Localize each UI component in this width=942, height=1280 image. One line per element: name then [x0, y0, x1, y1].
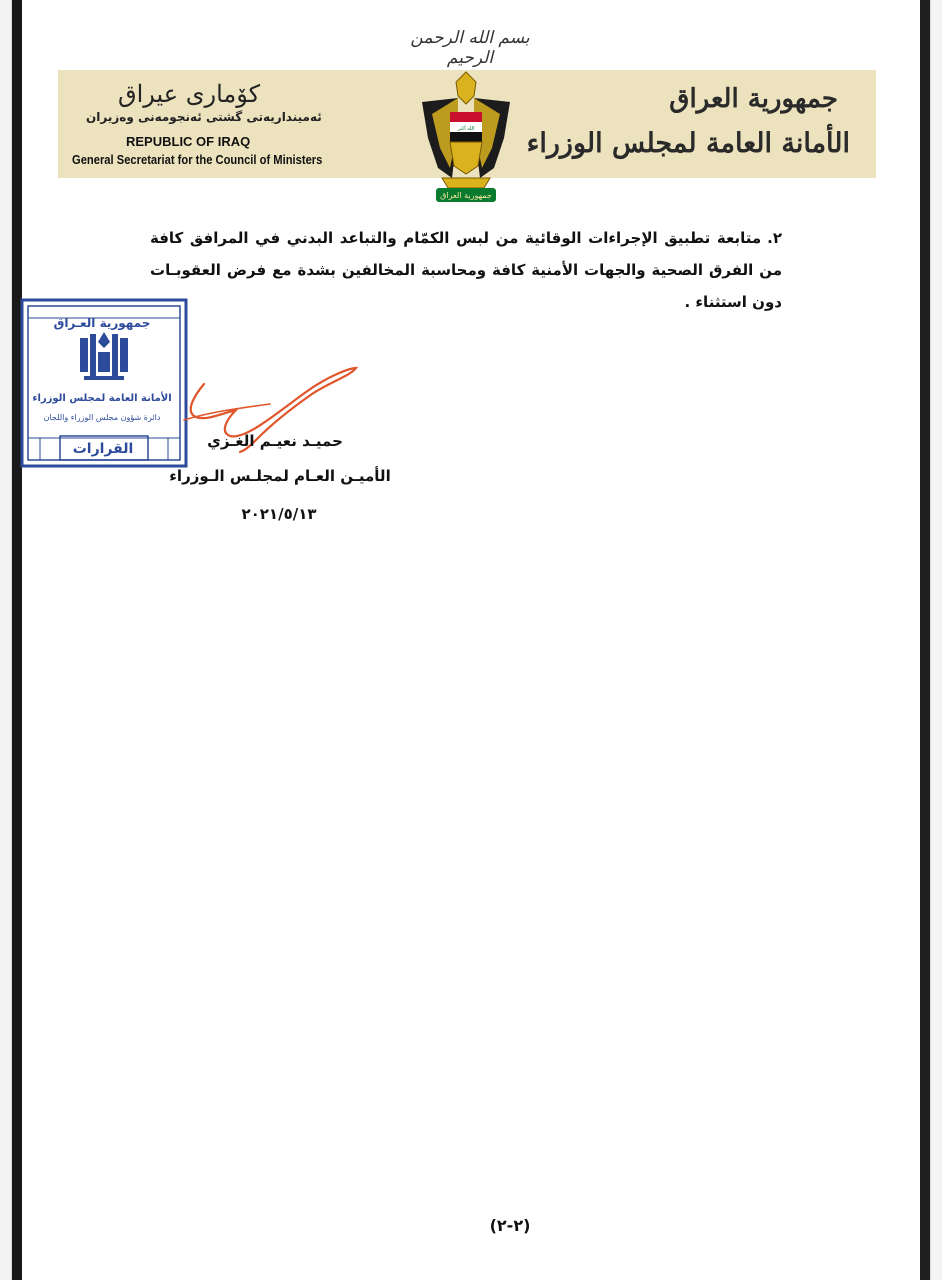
- item-number: ٢.: [767, 229, 782, 247]
- svg-text:الله أكبر: الله أكبر: [457, 126, 475, 132]
- kurdish-subtitle: ئه‌مینداریه‌تی گشتی ئه‌نجومه‌نی وه‌زیران: [86, 110, 322, 124]
- stamp-secretariat: الأمانة العامة لمجلس الوزراء: [32, 393, 172, 404]
- right-edge-shadow: [920, 0, 930, 1280]
- decision-item-2: [150, 222, 782, 318]
- document-date: ٢٠٢١/٥/١٣: [241, 505, 317, 523]
- page-number: (٢-٢): [489, 1216, 531, 1235]
- signatory-role: الأميـن العـام لمجلـس الـوزراء: [169, 467, 391, 485]
- arabic-title: جمهورية العراق: [669, 84, 838, 114]
- stamp-department: دائرة شؤون مجلس الوزراء واللجان: [43, 413, 161, 422]
- stamp-decisions: القرارات: [72, 441, 134, 457]
- eagle-emblem-icon: [418, 68, 514, 208]
- basmala: بسم الله الرحمن الرحيم: [410, 28, 530, 68]
- signatory-name: حميـد نعيـم الغـزي: [207, 432, 343, 450]
- item-text: متابعة تطبيق الإجراءات الوقائية من لبس الكمّام والتباعد البدني في المرافق كافة من الفرق الصحية والجهات الأمنية كافة ومحاسبة المخالفين بشدة مع فرض العقوبـات دون استثناء .: [150, 229, 782, 311]
- arabic-secretariat: الأمانة العامة لمجلس الوزراء: [526, 128, 850, 159]
- kurdish-title: كۆماری عیراق: [118, 80, 261, 108]
- left-edge-shadow: [12, 0, 22, 1280]
- english-republic: REPUBLIC OF IRAQ: [126, 134, 251, 149]
- english-secretariat: General Secretariat for the Council of Ministers: [72, 152, 323, 167]
- emblem-caption: جمهورية العراق: [440, 191, 492, 200]
- stamp-country: جمهورية العـراق: [53, 316, 151, 330]
